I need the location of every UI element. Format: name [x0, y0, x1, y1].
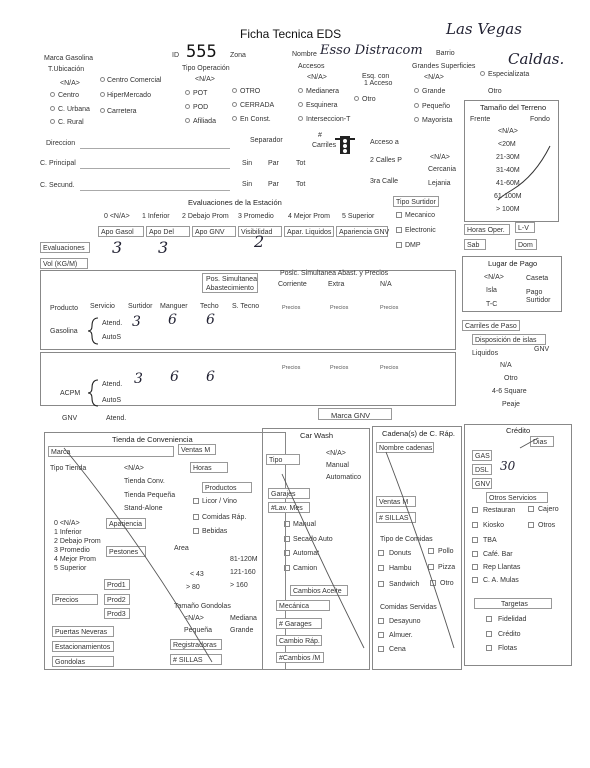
pestones-label: Pestones	[109, 549, 139, 556]
otro-label: OTRO	[240, 88, 261, 95]
tienda-horas-label: Horas	[193, 465, 212, 472]
marca-gnv-label: Marca GNV	[331, 411, 371, 420]
credito-gas-label: GAS	[475, 453, 490, 460]
gasolina-label: Gasolina	[50, 328, 78, 335]
grandes-superficies-label: Grandes Superficies	[412, 63, 476, 70]
id-label: ID	[172, 52, 179, 59]
productos-label: Productos	[205, 485, 237, 492]
acceso-a-label: Acceso a	[370, 139, 399, 146]
gasolina-manguer-value: 6	[168, 312, 177, 328]
pos-simultanea-label-1: Pos. Simultanea	[206, 276, 257, 283]
terreno-size-0: <N/A>	[498, 128, 518, 135]
terreno-size-4: 41-60M	[496, 180, 520, 187]
tienda-ventas-label: Ventas M	[181, 447, 211, 454]
acpm-techo-value: 6	[206, 369, 215, 385]
tba-label: TBA	[483, 537, 497, 544]
ubicacion-na: <N/A>	[60, 80, 80, 87]
otros-servicios-label: Otros Servicios	[489, 495, 537, 502]
mayorista-label: Mayorista	[422, 117, 453, 124]
rep-llantas-label: Rep Llantas	[483, 564, 521, 571]
stand-alone-label: Stand-Alone	[124, 505, 163, 512]
tienda-scale-2: 2 Debajo Prom	[54, 538, 101, 545]
gasolina-techo-value: 6	[206, 312, 215, 328]
area-label: Area	[174, 545, 189, 552]
licor-label: Licor / Vino	[202, 498, 237, 505]
donuts-label: Donuts	[389, 550, 412, 557]
tercera-calle-label: 3ra Calle	[370, 178, 399, 185]
accesos-otro-label: Otro	[362, 96, 376, 103]
garages-label: # Garages	[279, 621, 312, 628]
prod2-label: Prod2	[107, 597, 126, 604]
cambios-aceite-label: Cambios Aceite	[293, 588, 342, 595]
tc-label: T-C	[486, 301, 498, 308]
mecanica-label: Mecánica	[279, 603, 309, 610]
gnv-label: GNV	[62, 415, 78, 422]
gasolina-surtidor-value: 3	[132, 314, 141, 330]
lejania-label: Lejania	[428, 180, 451, 187]
cambios-m-label: #Cambios /M	[279, 655, 321, 662]
posic-simultanea-label: Posic. Simultanea Abast. y Precios	[280, 270, 389, 277]
pago-surtidor-label-1: Pago	[526, 289, 543, 296]
lv-label: L-V	[518, 225, 529, 232]
terreno-size-1: <20M	[498, 141, 516, 148]
tienda-pequena-label: Tienda Pequeña	[124, 492, 176, 499]
credito-dsl-value: 30	[500, 459, 516, 473]
apariencia-label: Apariencia	[109, 521, 143, 528]
producto-header-surtidor: Surtidor	[128, 303, 153, 310]
grande-label: Grande	[422, 88, 446, 95]
sin-label-2: Sin	[242, 181, 253, 188]
manual-label: Manual	[293, 521, 316, 528]
producto-header-techo: Techo	[200, 303, 219, 310]
almuer-label: Almuer.	[389, 632, 413, 639]
id-value: 555	[186, 42, 217, 62]
car-wash-strike-line	[282, 474, 364, 648]
cadena-title: Cadena(s) de C. Ráp.	[382, 429, 455, 438]
c-principal-label: C. Principal	[40, 160, 76, 167]
tamano-gondolas-label: Tamaño Gondolas	[174, 603, 231, 610]
medianera-label: Medianera	[306, 88, 340, 95]
square-label: 4-6 Square	[492, 388, 527, 395]
cadena-strike-line	[386, 452, 454, 648]
cadena-otro-label: Otro	[440, 580, 454, 587]
puertas-neveras-label: Puertas Neveras	[55, 629, 108, 636]
eval-scale-0: 0 <N/A>	[104, 213, 130, 220]
tot-label-2: Tot	[296, 181, 306, 188]
vol-label: Vol (KG/M)	[43, 261, 78, 268]
gondolas-na: <N/A>	[184, 615, 204, 622]
cafe-bar-label: Café. Bar	[483, 551, 513, 558]
pequeno-label: Pequeño	[422, 103, 451, 110]
corriente-label: Corriente	[278, 281, 307, 288]
producto-header-producto: Producto	[50, 305, 79, 312]
tipo-tienda-na: <N/A>	[124, 465, 144, 472]
pos-simultanea-label-2: Abastecimiento	[206, 285, 254, 292]
disposicion-na: N/A	[500, 362, 512, 369]
terreno-title: Tamaño del Terreno	[480, 103, 547, 112]
direccion-label: Direccion	[46, 140, 76, 147]
gondolas-label: Gondolas	[55, 659, 85, 666]
acceso-na: <N/A>	[430, 154, 450, 161]
acpm-surtidor-value: 3	[134, 371, 143, 387]
gasolina-autos-label: AutoS	[102, 334, 122, 341]
automat-label: Automat	[293, 550, 320, 557]
en-const-label: En Const.	[240, 116, 271, 123]
nombre-cadenas-label: Nombre cadenas	[379, 445, 433, 452]
electronic-label: Electronic	[405, 227, 436, 234]
tipo-surtidor-label: Tipo Surtidor	[396, 199, 436, 206]
pod-label: POD	[193, 104, 209, 111]
precios-na-label: N/A	[380, 281, 392, 288]
precios-label-3: Precios	[380, 305, 399, 311]
traffic-light-icon	[335, 136, 355, 154]
secado-label: Secado Auto	[293, 536, 333, 543]
terreno-size-2: 21-30M	[496, 154, 520, 161]
c-a-mulas-label: C. A. Mulas	[483, 577, 519, 584]
tienda-scale-0: 0 <N/A>	[54, 520, 80, 527]
tienda-title: Tienda de Conveniencia	[112, 435, 193, 444]
tienda-scale-3: 3 Promedio	[54, 547, 90, 554]
acpm-atend-label: Atend.	[102, 381, 123, 388]
cajero-label: Cajero	[538, 506, 559, 513]
acpm-bracket	[88, 380, 98, 406]
fidelidad-label: Fidelidad	[498, 616, 527, 623]
evaluaciones-title: Evaluaciones de la Estación	[188, 198, 282, 207]
frente-label: Frente	[470, 116, 491, 123]
precios-label-2: Precios	[330, 305, 349, 311]
tienda-strike-line	[64, 448, 212, 662]
carretera-label: Carretera	[107, 108, 137, 115]
par-label-2: Par	[268, 181, 279, 188]
bebidas-label: Bebidas	[202, 528, 228, 535]
gnv-atend-label: Atend.	[106, 415, 127, 422]
hipermercado-label: HiperMercado	[107, 92, 151, 99]
credito-title: Crédito	[506, 426, 531, 435]
carriles-paso-label: Carriles de Paso	[465, 323, 517, 330]
interseccion-label: Interseccion-T	[306, 116, 351, 123]
tienda-scale-5: 5 Superior	[54, 565, 87, 572]
carriles-label: Carriles	[312, 142, 337, 149]
eval-value-apo-gasol: 3	[112, 238, 123, 257]
terreno-handwritten-curve	[498, 146, 550, 200]
area-size-0: 81-120M	[230, 556, 258, 563]
tienda-marca-label: Marca	[51, 449, 71, 456]
estacionamientos-label: Estacionamientos	[55, 644, 111, 651]
precios-label-1: Precios	[282, 305, 301, 311]
garajes-label: Garajes	[271, 491, 296, 498]
tarjetas-label: Targetas	[501, 601, 528, 608]
barrio-value-line2: Caldas.	[508, 50, 565, 68]
operacion-na: <N/A>	[195, 76, 215, 83]
esq-con-label-2: 1 Acceso	[364, 80, 393, 87]
prod1-label: Prod1	[107, 582, 126, 589]
marca-gasolina-label: Marca Gasolina	[44, 55, 94, 62]
superficies-otro-label: Otro	[488, 88, 502, 95]
area-size-2: > 160	[230, 582, 248, 589]
lav-mes-label: #Lav. Mes	[271, 505, 303, 512]
camion-label: Camion	[293, 565, 318, 572]
c-secund-label: C. Secund.	[40, 182, 75, 189]
mediana-label: Mediana	[230, 615, 257, 622]
horas-oper-label: Horas Oper.	[467, 227, 505, 234]
gasolina-bracket	[88, 318, 98, 344]
eval-scale-4: 4 Mejor Prom	[288, 213, 331, 220]
pollo-label: Pollo	[438, 548, 454, 555]
gondolas-grande-label: Grande	[230, 627, 254, 634]
sandwich-label: Sandwich	[389, 581, 420, 588]
tienda-scale-1: 1 Inferior	[54, 529, 82, 536]
eval-value-visibilidad: 2	[254, 232, 265, 251]
tienda-precios-label: Precios	[55, 597, 79, 604]
visibilidad-label: Visibilidad	[241, 229, 273, 236]
credito-label: Crédito	[498, 631, 521, 638]
cerrada-label: CERRADA	[240, 102, 275, 109]
producto-header-servicio: Servicio	[90, 303, 115, 310]
sab-label: Sab	[467, 242, 480, 249]
terreno-size-3: 31-40M	[496, 167, 520, 174]
apo-gasol-label: Apo Gasol	[101, 229, 134, 236]
nombre-value: Esso Distracom	[320, 43, 423, 58]
registradoras-label: Registradoras	[173, 642, 217, 649]
credito-strike-line	[520, 438, 538, 448]
tipo-comidas-label: Tipo de Comidas	[380, 536, 433, 543]
form-title: Ficha Tecnica EDS	[240, 27, 342, 41]
zona-label: Zona	[230, 52, 246, 59]
lugar-pago-na: <N/A>	[484, 274, 504, 281]
tienda-conv-label: Tienda Conv.	[124, 478, 165, 485]
tot-label-1: Tot	[296, 160, 306, 167]
otros-label: Otros	[538, 522, 556, 529]
credito-dsl-label: DSL	[475, 467, 489, 474]
separador-label: Separador	[250, 137, 283, 144]
apar-liquidos-label: Apar. Liquidos	[287, 229, 332, 236]
eval-scale-2: 2 Debajo Prom	[182, 213, 229, 220]
barrio-label: Barrio	[436, 50, 455, 57]
acpm-manguer-value: 6	[170, 369, 179, 385]
mecanico-label: Mecanico	[405, 212, 435, 219]
cadena-ventas-label: Ventas M	[379, 499, 409, 506]
esquinera-label: Esquinera	[306, 102, 338, 109]
restaurant-label: Restauran	[483, 507, 516, 514]
sin-label-1: Sin	[242, 160, 253, 167]
prod3-label: Prod3	[107, 611, 126, 618]
pizza-label: Pizza	[438, 564, 456, 571]
lugar-pago-title: Lugar de Pago	[488, 259, 538, 268]
acpm-label: ACPM	[60, 390, 81, 397]
apo-del-label: Apo Del	[149, 229, 174, 236]
acpm-precios-label-1: Precios	[282, 365, 301, 371]
producto-header-s-tecno: S. Tecno	[232, 303, 260, 310]
cadena-sillas-label: # SILLAS	[379, 515, 409, 522]
pot-label: POT	[193, 90, 208, 97]
isla-label: Isla	[486, 287, 497, 294]
fondo-label: Fondo	[530, 116, 550, 123]
esq-con-label-1: Esq. con	[362, 73, 390, 80]
disposicion-label: Disposición de islas	[475, 337, 537, 344]
apariencia-gnv-label: Apariencia GNV	[339, 229, 390, 236]
eval-scale-1: 1 Inferior	[142, 213, 170, 220]
acpm-autos-label: AutoS	[102, 397, 122, 404]
par-label-1: Par	[268, 160, 279, 167]
cena-label: Cena	[389, 646, 406, 653]
area-size-1: 121-160	[230, 569, 256, 576]
gasolina-atend-label: Atend.	[102, 320, 123, 327]
evaluaciones-label: Evaluaciones	[43, 245, 85, 252]
cercania-label: Cercania	[428, 166, 457, 173]
liquidos-label: Liquidos	[472, 350, 499, 357]
dos-calles-label: 2 Calles P	[370, 157, 402, 164]
flotas-label: Flotas	[498, 645, 518, 652]
tienda-sillas-label: # SILLAS	[173, 657, 203, 664]
kiosko-label: Kiosko	[483, 522, 505, 529]
centro-label: Centro	[58, 92, 80, 99]
eval-scale-3: 3 Promedio	[238, 213, 274, 220]
disposicion-gnv-label: GNV	[534, 346, 550, 353]
especializada-label: Especializata	[488, 71, 530, 78]
car-wash-automatico: Automatico	[326, 474, 362, 481]
carriles-num: #	[318, 132, 322, 139]
hambu-label: Hambu	[389, 565, 412, 572]
caseta-label: Caseta	[526, 275, 549, 282]
car-wash-manual: Manual	[326, 462, 349, 469]
dmp-label: DMP	[405, 242, 421, 249]
car-wash-title: Car Wash	[300, 431, 334, 440]
tienda-scale-4: 4 Mejor Prom	[54, 556, 97, 563]
afiliada-label: Afiliada	[193, 118, 216, 125]
pago-surtidor-label-2: Surtidor	[526, 297, 551, 304]
eval-value-apo-del: 3	[158, 238, 169, 257]
area-opt-3: > 80	[186, 584, 200, 591]
comidas-servidas-label: Comidas Servidas	[380, 604, 437, 611]
cambio-rap-label: Cambio Ráp.	[279, 638, 320, 645]
eval-scale-5: 5 Superior	[342, 213, 375, 220]
credito-gnv-label: GNV	[475, 481, 491, 488]
disposicion-otro: Otro	[504, 375, 518, 382]
nombre-label: Nombre	[292, 51, 317, 58]
apo-gnv-label: Apo GNV	[195, 229, 225, 236]
tipo-operacion-label: Tipo Operación	[182, 65, 230, 72]
dias-label: Dias	[533, 439, 548, 446]
extra-label: Extra	[328, 281, 345, 288]
terreno-size-5: 61-100M	[494, 193, 522, 200]
pequena-label: Pequeña	[184, 627, 213, 634]
t-ubicacion-label: T.Ubicación	[48, 66, 85, 73]
accesos-label: Accesos	[298, 63, 325, 70]
accesos-na: <N/A>	[307, 74, 327, 81]
desayuno-label: Desayuno	[389, 618, 421, 625]
peaje-label: Peaje	[502, 401, 520, 408]
terreno-size-6: > 100M	[496, 206, 520, 213]
comidas-label: Comidas Ráp.	[202, 514, 247, 521]
area-opt-2: < 43	[190, 571, 204, 578]
c-rural-label: C. Rural	[58, 119, 84, 126]
dom-label: Dom	[518, 242, 533, 249]
car-wash-na: <N/A>	[326, 450, 346, 457]
producto-header-manguer: Manguer	[160, 303, 188, 310]
barrio-value-line1: Las Vegas	[446, 20, 522, 38]
c-urbana-label: C. Urbana	[58, 106, 90, 113]
acpm-precios-label-3: Precios	[380, 365, 399, 371]
superficies-na: <N/A>	[424, 74, 444, 81]
tipo-tienda-label: Tipo Tienda	[50, 465, 87, 472]
acpm-precios-label-2: Precios	[330, 365, 349, 371]
centro-comercial-label: Centro Comercial	[107, 77, 162, 84]
car-wash-tipo-label: Tipo	[269, 457, 283, 464]
